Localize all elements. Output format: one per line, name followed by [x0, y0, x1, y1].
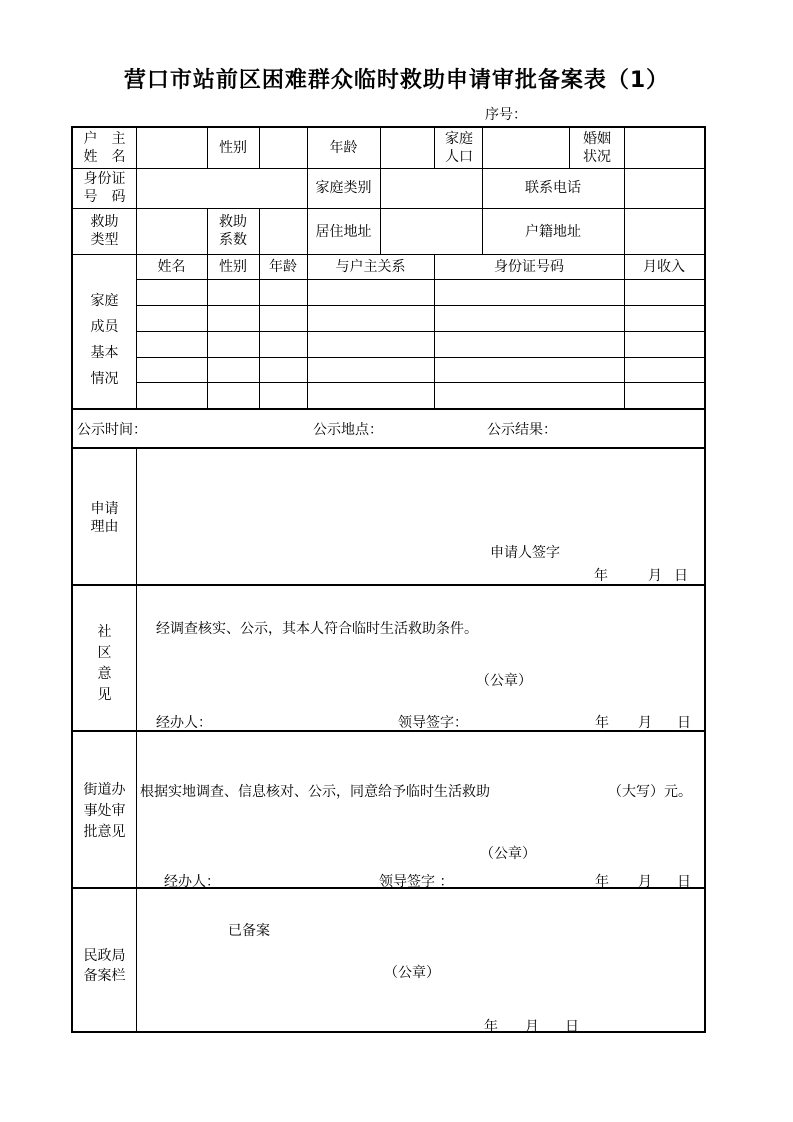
- aid-coefficient-label: [207, 213, 259, 249]
- marital-status-field[interactable]: [625, 128, 704, 168]
- family-label-line: 成员: [90, 319, 119, 335]
- aid-coefficient-label-line1: 救助: [219, 214, 247, 230]
- family-type-field[interactable]: [381, 168, 482, 208]
- aid-amount-label: （大写）元。: [608, 784, 692, 800]
- row-divider: [136, 331, 704, 332]
- application-reason-field[interactable]: [137, 448, 704, 584]
- street-label-line: 批意见: [83, 824, 126, 840]
- gender-field[interactable]: [260, 128, 307, 168]
- column-divider: [624, 254, 625, 408]
- community-label-line: 社: [97, 624, 112, 640]
- street-seal-label: （公章）: [480, 846, 536, 862]
- head-name-field[interactable]: [137, 128, 207, 168]
- marital-status-label: [583, 130, 611, 166]
- row-divider: [73, 254, 704, 255]
- family-label-line: 基本: [90, 345, 119, 361]
- hukou-address-label: 户籍地址: [525, 224, 581, 240]
- civil-label-line1: 民政局: [83, 948, 126, 964]
- gender-label: 性别: [219, 140, 247, 156]
- phone-label: 联系电话: [525, 180, 581, 196]
- community-label-line: 见: [97, 687, 112, 703]
- application-month: 月: [648, 568, 662, 584]
- application-reason-label-line1: 申请: [90, 501, 119, 517]
- column-divider: [307, 254, 308, 408]
- aid-type-field[interactable]: [137, 208, 207, 254]
- marital-status-label-line2: 状况: [583, 149, 611, 165]
- id-number-label: [73, 170, 136, 206]
- family-col-gender: 性别: [219, 259, 247, 275]
- age-label: 年龄: [329, 140, 358, 156]
- filed-status-text: 已备案: [228, 923, 270, 939]
- street-month: 月: [638, 874, 652, 890]
- family-label-line: 家庭: [90, 293, 119, 309]
- marital-status-label-line1: 婚姻: [583, 131, 611, 147]
- row-divider: [136, 382, 704, 383]
- hukou-address-field[interactable]: [625, 208, 704, 254]
- civil-year: 年: [484, 1019, 498, 1035]
- application-reason-label-line2: 理由: [90, 519, 119, 535]
- aid-coefficient-field[interactable]: [260, 208, 307, 254]
- head-name-label: [73, 130, 136, 166]
- publicity-place-label: 公示地点：: [313, 422, 383, 438]
- id-number-field[interactable]: [137, 168, 307, 208]
- street-handler-label: 经办人：: [164, 874, 220, 890]
- civil-affairs-filing-label: [73, 946, 136, 986]
- community-opinion-label: [73, 622, 136, 706]
- row-divider: [136, 279, 704, 280]
- phone-field[interactable]: [625, 168, 704, 208]
- community-handler-label: 经办人：: [156, 715, 212, 731]
- aid-type-label-line1: 救助: [90, 214, 119, 230]
- civil-seal-label: （公章）: [384, 965, 440, 981]
- street-year: 年: [595, 874, 609, 890]
- household-size-label-line2: 人口: [445, 149, 473, 165]
- serial-number-label: 序号：: [485, 107, 527, 123]
- community-opinion-text: 经调查核实、公示，其本人符合临时生活救助条件。: [156, 621, 478, 637]
- applicant-signature-label: 申请人签字: [490, 545, 560, 561]
- age-field[interactable]: [381, 128, 434, 168]
- community-label-line: 意: [97, 666, 112, 682]
- street-day: 日: [677, 874, 691, 890]
- approval-form-table: [71, 126, 706, 1033]
- row-divider: [73, 584, 704, 586]
- family-members-label: [73, 288, 136, 392]
- community-year: 年: [595, 715, 609, 731]
- aid-type-label: [73, 213, 136, 249]
- family-col-relationship: 与户主关系: [335, 259, 406, 275]
- id-number-label-line1: 身份证: [83, 171, 126, 187]
- column-divider: [434, 128, 435, 168]
- household-size-field[interactable]: [483, 128, 569, 168]
- household-size-label-line1: 家庭: [445, 131, 473, 147]
- civil-label-line2: 备案栏: [83, 968, 126, 984]
- community-label-line: 区: [97, 645, 112, 661]
- community-leader-signature-label: 领导签字：: [398, 715, 468, 731]
- residence-address-label: 居住地址: [315, 224, 372, 240]
- row-divider: [73, 408, 704, 410]
- family-type-label: 家庭类别: [315, 180, 372, 196]
- street-label-line: 街道办: [83, 782, 126, 798]
- street-office-opinion-text: 根据实地调查、信息核对、公示，同意给予临时生活救助: [140, 784, 490, 800]
- family-col-monthly-income: 月收入: [643, 259, 685, 275]
- community-day: 日: [677, 715, 691, 731]
- head-name-label-line2: 姓 名: [83, 149, 126, 165]
- head-name-label-line1: 户 主: [83, 131, 126, 147]
- row-divider: [136, 357, 704, 358]
- id-number-label-line2: 号 码: [83, 189, 126, 205]
- street-leader-signature-label: 领导签字 ：: [379, 874, 454, 890]
- column-divider: [569, 128, 570, 168]
- aid-coefficient-label-line2: 系数: [219, 232, 247, 248]
- civil-day: 日: [565, 1019, 579, 1035]
- community-month: 月: [638, 715, 652, 731]
- row-divider: [136, 305, 704, 306]
- street-office-opinion-label: [73, 780, 136, 843]
- community-seal-label: （公章）: [476, 673, 532, 689]
- application-day: 日: [674, 568, 688, 584]
- family-col-age: 年龄: [269, 259, 297, 275]
- publicity-time-label: 公示时间：: [77, 422, 147, 438]
- family-col-name: 姓名: [157, 259, 186, 275]
- page-title: 营口市站前区困难群众临时救助申请审批备案表（1）: [123, 68, 670, 93]
- application-reason-label: [73, 500, 136, 536]
- family-col-id-number: 身份证号码: [494, 259, 564, 275]
- application-year: 年: [594, 568, 608, 584]
- aid-type-label-line2: 类型: [90, 232, 119, 248]
- household-size-label: [445, 130, 473, 166]
- residence-address-field[interactable]: [381, 208, 482, 254]
- column-divider: [434, 254, 435, 408]
- family-label-line: 情况: [90, 371, 119, 387]
- civil-month: 月: [525, 1019, 539, 1035]
- street-label-line: 事处审: [83, 803, 126, 819]
- publicity-result-label: 公示结果：: [487, 422, 557, 438]
